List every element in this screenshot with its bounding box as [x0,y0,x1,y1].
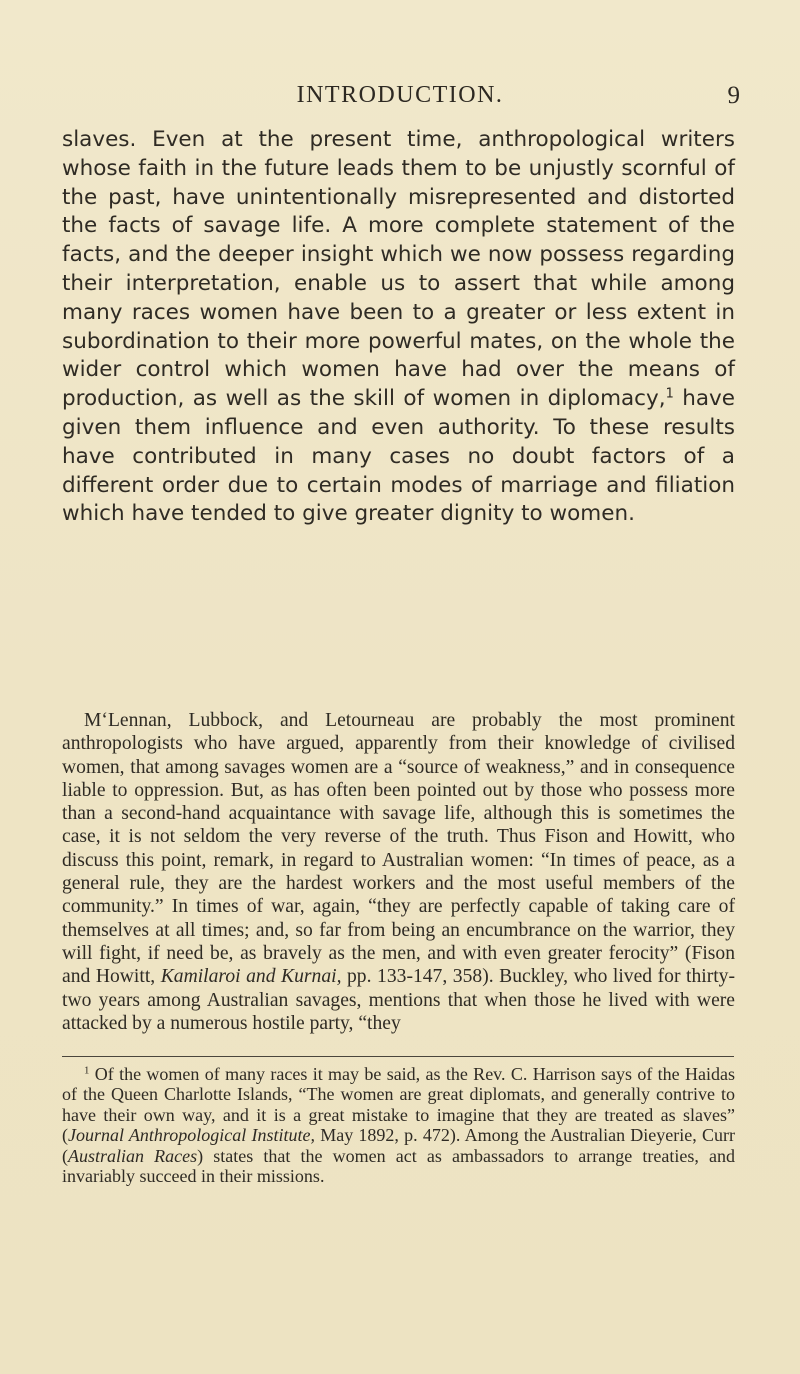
running-title: INTRODUCTION. [296,82,504,108]
footnote-reference: 1 [665,386,674,402]
main-text [62,126,735,529]
page-number: 9 [727,82,740,109]
book-title-australian-races: Australian Races [68,1145,198,1166]
footnote-paragraph [62,1064,735,1186]
journal-title: Journal Anthropological Institute, [68,1125,315,1146]
paragraph-1-text-a: slaves. Even at the present time, anthropological writers whose faith in the future leads them to be unjustly scornful of the past, have unintentionally misrepresented and distorted the facts of savage life. A more complete statement of the facts, and the deeper insight which we now possess regarding their interpretation, enable us to assert that while among many races women have been to a greater or less extent in subordination to their more powerful mates, on the whole the wider control which women have had over the means of production, as well as the skill of women in diplomacy, [62,127,735,412]
page-header [60,82,740,112]
paragraph-1 [62,126,735,529]
footnote-text-a: Of the women of many races it may be said, as the Rev. C. Harrison says of the Haidas of the Queen Charlotte Islands, “The women are great diplomats, and generally contrive to have their own way, and it is a great mistake to imagine that they are treated as slaves” ( [62,1064,735,1146]
footnote-text-b: May 1892, p. 472). Among the Australian Dieyerie, Curr ( [62,1125,735,1166]
footnote-marker: 1 [84,1064,90,1077]
paragraph-2-text-b: pp. 133-147, 358). Buckley, who lived for thirty-two years among Australian savages, mentions that when those he lived with were attacked by a numerous hostile party, “they [62,966,735,1034]
quoted-passage [62,709,735,1035]
paragraph-2 [62,709,735,1035]
footnote [62,1064,735,1186]
footnote-divider [62,1056,734,1057]
footnote-text-c: ) states that the women act as ambassadors to arrange treaties, and invariably succeed in their missions. [62,1145,735,1187]
paragraph-1-text-b: have given them influence and even authority. To these results have contributed in many cases no doubt factors of a different order due to certain modes of marriage and filiation which have tended to give greater dignity to women. [62,386,735,527]
book-title-kamilaroi: Kamilaroi and Kurnai, [160,966,342,988]
paragraph-2-text-a: M‘Lennan, Lubbock, and Letourneau are probably the most prominent anthropologists who have argued, apparently from their knowledge of civilised women, that among savages women are a “source of weakness,” and in consequence liable to oppression. But, as has often been pointed out by those who possess more than a second-hand acquaintance with savage life, although this is sometimes the case, it is not seldom the very reverse of the truth. Thus Fison and Howitt, who discuss this point, remark, in regard to Australian women: “In times of peace, as a general rule, they are the hardest workers and the most useful members of the community.” In times of war, again, “they are perfectly capable of taking care of themselves at all times; and, so far from being an encumbrance on the warrior, they will fight, if need be, as bravely as the men, and with even greater ferocity” (Fison and Howitt, [62,710,735,988]
